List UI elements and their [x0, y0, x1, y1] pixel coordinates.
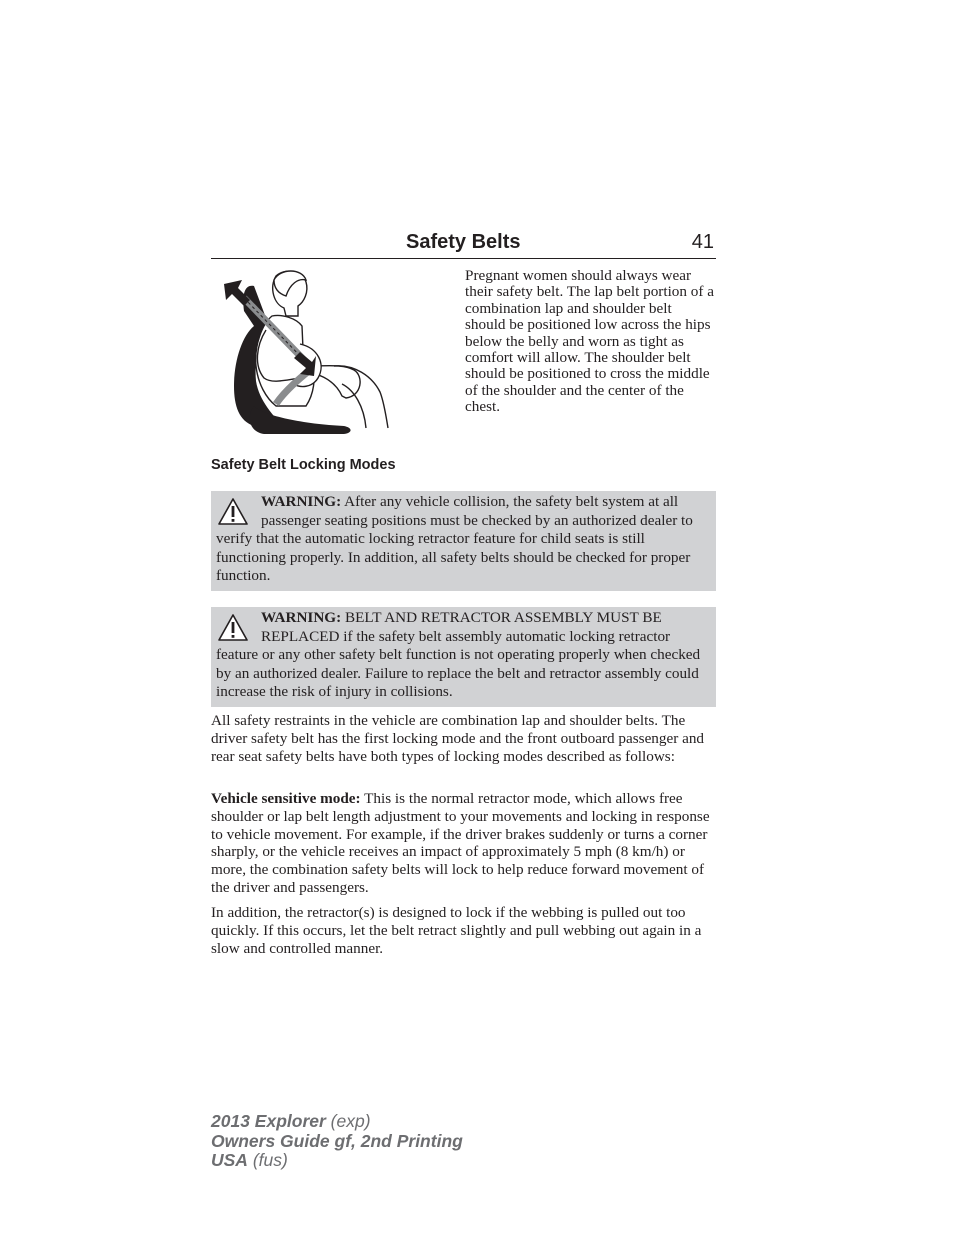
warning-label: WARNING:: [261, 493, 342, 510]
warning-box: [211, 607, 716, 707]
section-heading: Safety Belt Locking Modes: [211, 457, 396, 473]
page-header: [211, 230, 716, 259]
pregnant-woman-seatbelt-icon: [214, 266, 394, 436]
warning-text: After any vehicle collision, the safety belt system at all passenger seating positions must be checked by an authorized dealer to verify that the automatic locking retractor feature for child seats is still functioning properly. In addition, all safety belts should be checked for proper function.: [216, 493, 693, 585]
warning-triangle-icon: [218, 613, 248, 643]
warning-text: BELT AND RETRACTOR ASSEMBLY MUST BE REPLACED if the safety belt assembly automatic locking retractor feature or any other safety belt function is not operating properly when checked by an authorized dealer. Failure to replace the belt and retractor assembly could increase the risk of injury in collisions.: [216, 609, 701, 701]
warning-box: [211, 491, 716, 591]
vehicle-mode-text: This is the normal retractor mode, which allows free shoulder or lap belt length adjustment to your movements and locking in response to vehicle movement. For example, if the driver brakes suddenly or turns a corner sharply, or the vehicle receives an impact of approximately 5 mph (8 km/h) or more, the combination safety belts will lock to help reduce forward movement of the driver and passengers.: [211, 790, 710, 896]
vehicle-mode-label: Vehicle sensitive mode:: [211, 790, 361, 807]
page-footer: [211, 1112, 463, 1171]
warning-triangle-icon: [218, 497, 248, 527]
retractor-paragraph: In addition, the retractor(s) is designed to lock if the webbing is pulled out too quickly. If this occurs, let the belt retract slightly and pull webbing out again in a slow and controlled manner.: [211, 904, 702, 957]
vehicle-sensitive-paragraph: [211, 790, 716, 897]
pregnancy-belt-text: Pregnant women should always wear their safety belt. The lap belt portion of a combination lap and shoulder belt should be positioned low across the hips below the belly and worn as tight as comfort will allow. The shoulder belt should be positioned to cross the middle of the shoulder and the center of the chest.: [465, 267, 714, 416]
footer-line-model: 2013 Explorer (exp): [211, 1111, 371, 1131]
page-number: 41: [691, 231, 714, 253]
restraints-paragraph: All safety restraints in the vehicle are combination lap and shoulder belts. The driver safety belt has the first locking mode and the front outboard passenger and rear seat safety belts have both types of locking modes described as follows:: [211, 712, 705, 765]
warning-label: WARNING:: [261, 609, 342, 626]
footer-line-region: USA (fus): [211, 1150, 288, 1170]
footer-line-guide: Owners Guide gf, 2nd Printing: [211, 1130, 463, 1151]
page-title: Safety Belts: [406, 231, 521, 253]
